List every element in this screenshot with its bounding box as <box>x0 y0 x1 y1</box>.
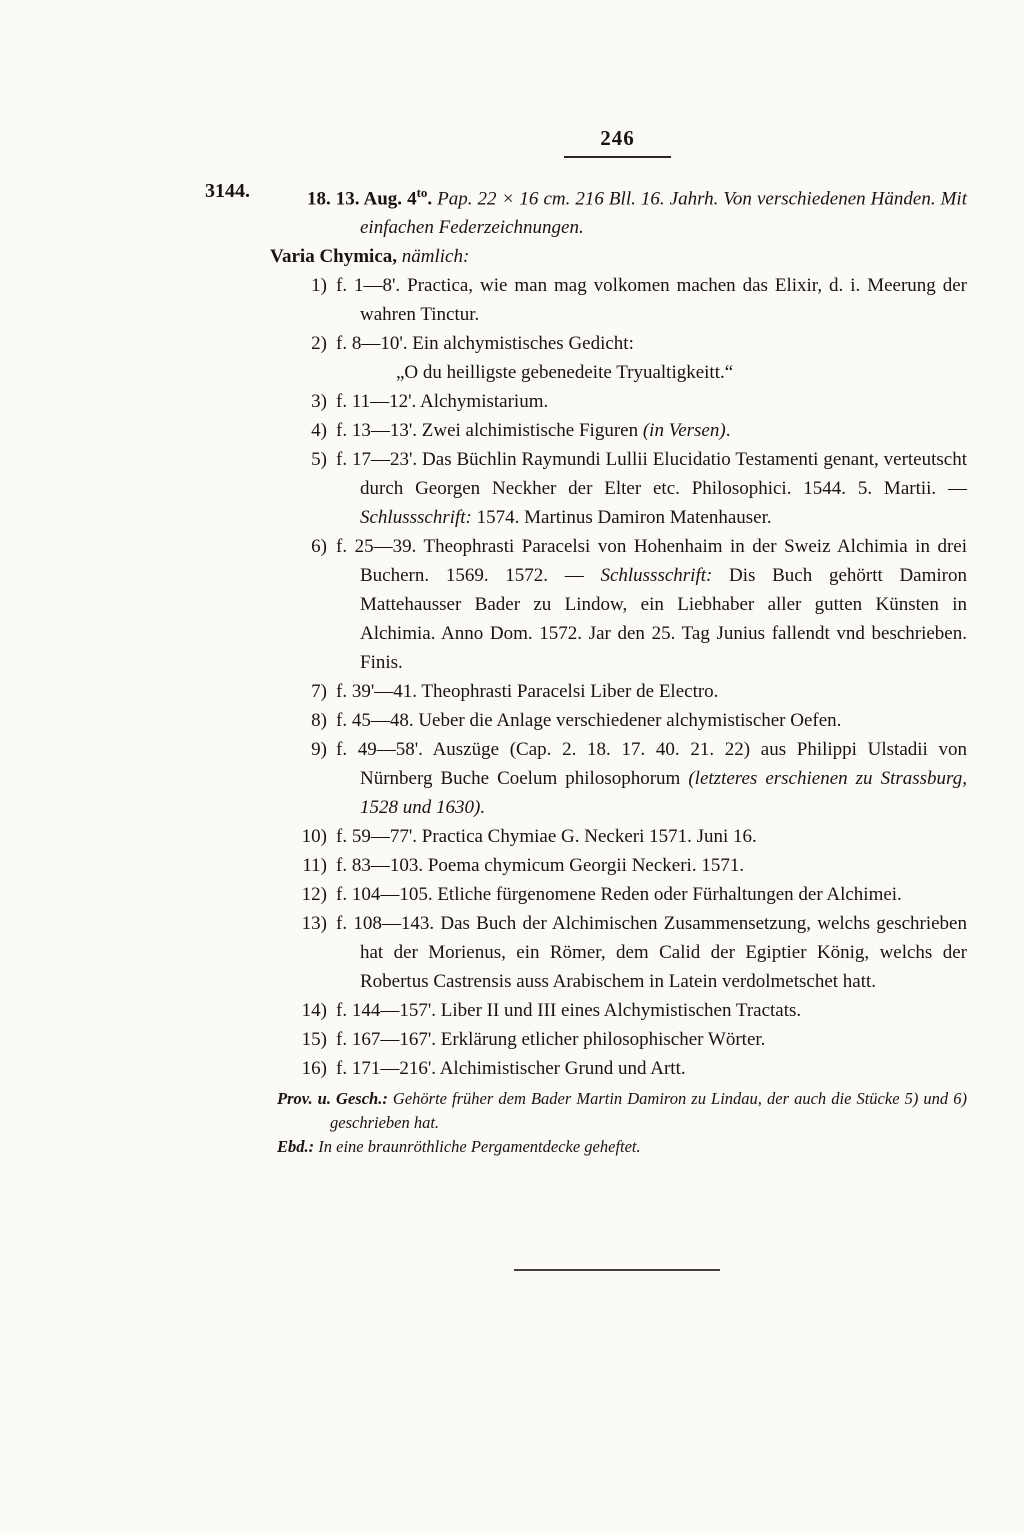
text-run: f. 17—23'. Das Büchlin Raymundi Lullii Elucidatio Testamenti genant, verteutscht durch Georgen Neckher der Elter etc. Philosophici. 1544. 5. Martii. — <box>336 449 967 500</box>
provenance-note <box>270 1087 967 1135</box>
item-number: 3) <box>311 391 327 413</box>
page-number: 246 <box>600 126 635 150</box>
text-run: 18. 13. Aug. 4 <box>307 188 417 210</box>
item-number: 10) <box>301 826 327 848</box>
item-number: 11) <box>302 855 327 877</box>
footer-rule <box>514 1269 720 1271</box>
text-run: nämlich: <box>397 246 470 268</box>
item-number: 9) <box>311 739 327 761</box>
item-number: 7) <box>311 681 327 703</box>
item-number: 1) <box>311 275 327 297</box>
text-run: f. 83—103. Poema chymicum Georgii Neckeri. 1571. <box>336 855 745 877</box>
text-run: „O du heilligste gebenedeite Tryualtigkeitt.“ <box>396 362 734 384</box>
item-number: 14) <box>301 1000 327 1022</box>
text-run: In eine braunröthliche Pergamentdecke geheftet. <box>314 1137 641 1157</box>
note-list <box>270 1087 967 1159</box>
catalog-item <box>270 996 967 1025</box>
text-run: (letzteres erschienen zu Strassburg, 1528 und 1630). <box>360 768 967 819</box>
text-run: Prov. u. Gesch.: <box>277 1089 388 1109</box>
catalog-item <box>270 677 967 706</box>
catalog-item <box>270 532 967 677</box>
item-number: 13) <box>301 913 327 935</box>
catalog-item <box>270 445 967 532</box>
text-run: . <box>427 188 433 210</box>
catalog-item <box>270 1025 967 1054</box>
binding-note <box>270 1135 967 1159</box>
catalog-item <box>270 735 967 822</box>
catalog-item <box>270 329 967 387</box>
item-number: 15) <box>301 1029 327 1051</box>
page-number-rule <box>564 156 671 158</box>
text-run: f. 108—143. Das Buch der Alchimischen Zusammensetzung, welchs geschrieben hat der Morienus, ein Römer, dem Calid der Egiptier König, welchs der Robertus Castrensis auss Arabischem in Latein verdolmetschet hatt. <box>336 913 967 993</box>
catalog-item <box>270 822 967 851</box>
text-run: Schlussschrift: <box>600 565 713 587</box>
text-run: f. 8—10'. Ein alchymistisches Gedicht: <box>336 333 634 355</box>
item-number: 4) <box>311 420 327 442</box>
text-run: f. 13—13'. Zwei alchimistische Figuren <box>336 420 643 442</box>
entry-number: 3144. <box>205 180 250 202</box>
item-number: 5) <box>311 449 327 471</box>
text-run: . <box>725 420 731 442</box>
text-run: f. 45—48. Ueber die Anlage verschiedener alchymistischer Oefen. <box>336 710 842 732</box>
catalog-item <box>270 880 967 909</box>
text-run: f. 49—58'. Auszüge (Cap. 2. 18. 17. 40. 21. 22) aus Philippi Ulstadii von Nürnberg Buche Coelum philosophorum <box>336 739 967 790</box>
entry-header <box>270 178 967 242</box>
text-run: f. 39'—41. Theophrasti Paracelsi Liber de Electro. <box>336 681 719 703</box>
catalog-item <box>270 851 967 880</box>
text-run: to <box>416 185 428 200</box>
text-run: f. 1—8'. Practica, wie man mag volkomen machen das Elixir, d. i. Meerung der wahren Tinctur. <box>336 275 967 326</box>
text-run: Dis Buch gehörtt Damiron Mattehausser Bader zu Lindow, ein Liebhaber aller gutten Künsten in Alchimia. Anno Dom. 1572. Jar den 25. Tag Junius fallendt vnd beschrieben. Finis. <box>360 565 967 674</box>
item-number: 12) <box>301 884 327 906</box>
catalog-item <box>270 387 967 416</box>
entry-title <box>270 242 967 271</box>
catalog-item <box>270 1054 967 1083</box>
text-run: f. 59—77'. Practica Chymiae G. Neckeri 1571. Juni 16. <box>336 826 757 848</box>
text-run: f. 171—216'. Alchimistischer Grund und Artt. <box>336 1058 686 1080</box>
item-list <box>270 271 967 1083</box>
catalog-item <box>270 909 967 996</box>
text-run: f. 25—39. Theophrasti Paracelsi von Hohenhaim in der Sweiz Alchimia in drei Buchern. 1569. 1572. — <box>336 536 967 587</box>
item-number: 2) <box>311 333 327 355</box>
text-run: Pap. 22 × 16 cm. 216 Bll. 16. Jahrh. Von verschiedenen Händen. Mit einfachen Federzeichnungen. <box>360 188 967 239</box>
item-number: 16) <box>301 1058 327 1080</box>
item-number: 8) <box>311 710 327 732</box>
text-run: f. 144—157'. Liber II und III eines Alchymistischen Tractats. <box>336 1000 802 1022</box>
text-run: f. 11—12'. Alchymistarium. <box>336 391 549 413</box>
catalog-item <box>270 271 967 329</box>
text-run: Ebd.: <box>277 1137 315 1157</box>
text-run: Gehörte früher dem Bader Martin Damiron zu Lindau, der auch die Stücke 5) und 6) geschrieben hat. <box>330 1089 967 1133</box>
text-run: Varia Chymica, <box>270 246 398 268</box>
catalog-item <box>270 416 967 445</box>
entry-body <box>270 178 967 1159</box>
text-run: f. 104—105. Etliche fürgenomene Reden oder Fürhaltungen der Alchimei. <box>336 884 902 906</box>
text-run: Schlussschrift: <box>360 507 472 529</box>
text-run: (in Versen) <box>642 420 726 442</box>
text-run: 1574. Martinus Damiron Matenhauser. <box>471 507 772 529</box>
catalog-item <box>270 706 967 735</box>
text-run: f. 167—167'. Erklärung etlicher philosophischer Wörter. <box>336 1029 766 1051</box>
item-number: 6) <box>311 536 327 558</box>
